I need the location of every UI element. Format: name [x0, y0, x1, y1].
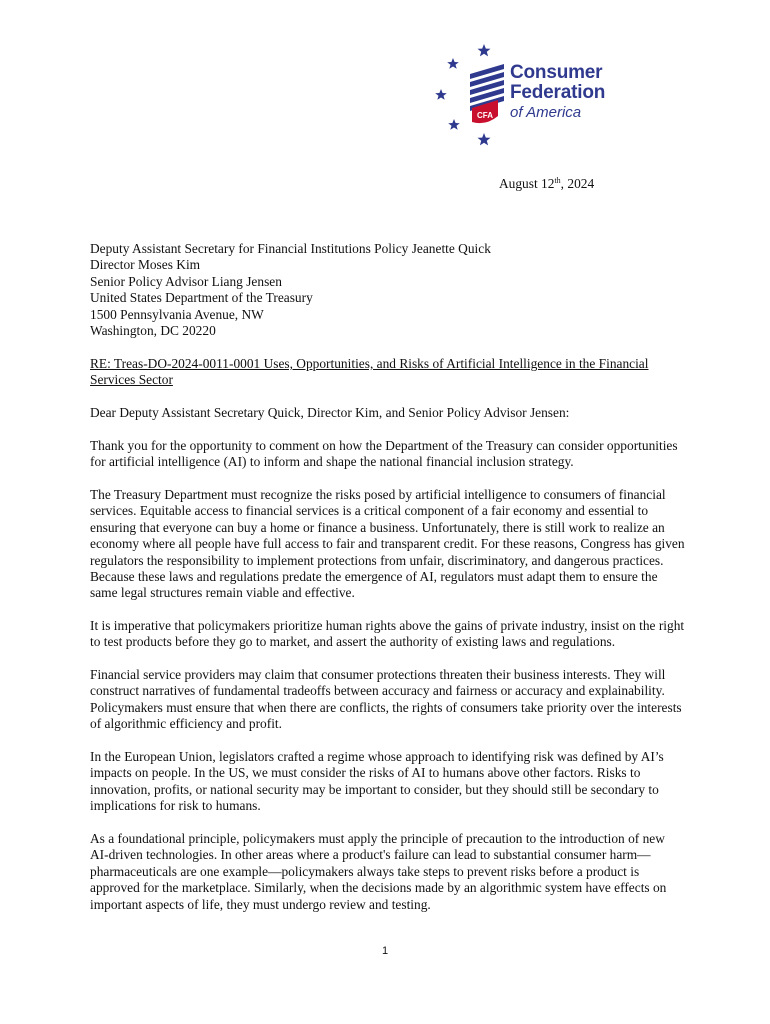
logo-line-of-america: of America [510, 104, 582, 121]
logo-line-federation: Federation [510, 82, 606, 103]
body-paragraph: Thank you for the opportunity to comment on how the Department of the Treasury can consider opportunities for artificial intelligence (AI) to inform and shape the national financial inclusion strategy. [90, 438, 678, 470]
body-paragraph: Financial service providers may claim that consumer protections threaten their business interests. They will construct narratives of fundamental tradeoffs between accuracy and fairness or accuracy and explainability. Policymakers must ensure that when there are conflicts, the rights of consumers take priority over the interests of algorithmic efficiency and profit. [90, 667, 682, 732]
star-icon [435, 89, 447, 100]
star-icon [447, 58, 459, 69]
star-icon [478, 133, 491, 145]
letter-date: August 12th, 2024 [499, 176, 595, 191]
recipient-line: Deputy Assistant Secretary for Financial Institutions Policy Jeanette Quick [90, 241, 491, 256]
subject-line: RE: Treas-DO-2024-0011-0001 Uses, Opportunities, and Risks of Artificial Intelligence in the Financial Services Sector [90, 356, 649, 388]
salutation: Dear Deputy Assistant Secretary Quick, Director Kim, and Senior Policy Advisor Jensen: [90, 405, 570, 420]
recipient-line: Director Moses Kim [90, 257, 201, 273]
logo-badge-text: CFA [477, 111, 493, 120]
recipient-line: Washington, DC 20220 [90, 323, 216, 339]
recipient-line: United States Department of the Treasury [90, 290, 313, 306]
logo-wordmark [510, 63, 605, 122]
body-paragraph: As a foundational principle, policymakers must apply the principle of precaution to the introduction of new AI-driven technologies. In other areas where a product's failure can lead to substantial consumer harm—pharmaceuticals are one example—policymakers always take steps to prevent risks before a product is approved for the marketplace. Similarly, when the decisions made by an algorithmic system have effects on important aspects of life, they must undergo review and testing. [90, 831, 667, 912]
body-paragraph: It is imperative that policymakers prioritize human rights above the gains of private industry, insist on the right to test products before they go to market, and assert the authority of existing laws and regulations. [90, 618, 685, 650]
page-number: 1 [381, 945, 389, 957]
cfa-logo [430, 40, 630, 150]
recipient-line: 1500 Pennsylvania Avenue, NW [90, 306, 264, 322]
logo-line-consumer: Consumer [510, 62, 603, 83]
body-paragraph: In the European Union, legislators crafted a regime whose approach to identifying risk was defined by AI’s impacts on people. In the US, we must consider the risks of AI to humans above other factors. Risks to innovation, profits, or national security may be important to consider, but they should still be secondary to implications for risk to humans. [90, 749, 664, 814]
recipient-line: Senior Policy Advisor Liang Jensen [90, 273, 282, 289]
recipient-address [90, 241, 685, 339]
body-paragraph: The Treasury Department must recognize the risks posed by artificial intelligence to consumers of financial services. Equitable access to financial services is a critical component of a fair economy and essential to ensuring that everyone can buy a home or finance a business. Unfortunately, there is still work to realize an economy where all people have full access to fair and transparent credit. For these reasons, Congress has given regulators the responsibility to implement protections from unfair, discriminatory, and dangerous practices. Because these laws and regulations predate the emergence of AI, regulators must adapt them to ensure the same legal structures remain viable and effective. [90, 487, 685, 601]
star-icon [448, 119, 460, 130]
star-icon [478, 44, 491, 56]
